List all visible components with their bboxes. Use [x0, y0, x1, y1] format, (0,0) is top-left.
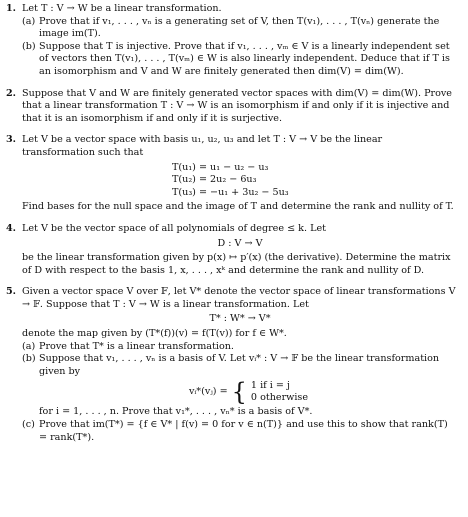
problem-intro: Given a vector space V over 𝔽, let V* denote the vector space of linear transformations V → 𝔽. Suppose that T : V → W is a linear transformation. Let [22, 286, 456, 310]
part-label: (a) [22, 340, 36, 352]
problem-text: Suppose that V and W are finitely generated vector spaces with dim(V) = dim(W). Prove that a linear transformation T : V → W is an isomorphism if and only if it is injective and that it is an isomorphism if and only if it is surjective. [22, 87, 452, 124]
problem-number: 3. [6, 134, 17, 146]
piecewise-cases [251, 380, 308, 404]
part-text: Prove that im(T*) = {f ∈ V* | f(v) = 0 for v ∈ n(T)} and use this to show that rank(T) = rank(T*). [39, 419, 448, 443]
case-1: 1 if i = j [250, 380, 290, 392]
problem-number: 4. [6, 222, 17, 234]
display-equation: T* : W* → V* [209, 313, 271, 325]
problem-outro: be the linear transformation given by p(x) ↦ p′(x) (the derivative). Determine the matrix of D with respect to the basis 1, x, . . . , xᵏ and determine the rank and nullity of D. [22, 252, 451, 276]
problem-number: 5. [6, 286, 17, 298]
part-a [22, 341, 458, 354]
part-b [22, 353, 458, 419]
display-equation: D : V → V [217, 237, 263, 249]
problem-4 [6, 223, 458, 277]
problem-intro: Let T : V → W be a linear transformation. [22, 3, 222, 14]
part-text: Prove that if v₁, . . . , vₙ is a generating set of V, then T(v₁), . . . , T(vₙ) generate the image im(T). [39, 15, 440, 40]
problem-1 [6, 3, 458, 79]
piecewise-lhs: vᵢ*(vⱼ) = [188, 386, 228, 398]
problem-outro: Find bases for the null space and the image of T and determine the rank and nullity of T. [22, 201, 454, 213]
problem-3 [6, 134, 458, 214]
equation-line: T(u₂) = 2u₂ − 6u₃ [172, 174, 257, 186]
part-text-after: for i = 1, . . . , n. Prove that v₁*, . . . , vₙ* is a basis of V*. [39, 406, 313, 418]
piecewise-definition [39, 378, 458, 407]
problem-2 [6, 88, 458, 126]
problem-middle: denote the map given by (T*(f))(v) = f(T(v)) for f ∈ W*. [22, 328, 287, 340]
part-c [22, 419, 458, 444]
left-brace: { [231, 378, 247, 407]
part-label: (c) [22, 419, 35, 431]
part-text: Prove that T* is a linear transformation. [39, 340, 234, 352]
case-2: 0 otherwise [250, 392, 309, 404]
problem-number: 2. [6, 87, 17, 99]
equation-block [172, 162, 302, 200]
part-label: (b) [22, 40, 36, 52]
equation-line: T(u₁) = u₁ − u₂ − u₃ [172, 161, 269, 173]
equation-line: T(u₃) = −u₁ + 3u₂ − 5u₃ [172, 186, 289, 198]
problem-intro: Let V be a vector space with basis u₁, u₂, u₃ and let T : V → V be the linear transformation such that [22, 134, 383, 158]
problem-intro: Let V be the vector space of all polynomials of degree ≤ k. Let [22, 222, 326, 234]
part-text: Suppose that v₁, . . . , vₙ is a basis of V. Let vᵢ* : V → 𝔽 be the linear transformation given by [39, 353, 440, 377]
part-label: (a) [22, 15, 36, 27]
part-label: (b) [22, 353, 36, 365]
part-text: Suppose that T is injective. Prove that if v₁, . . . , vₘ ∈ V is a linearly independent set of vectors then T(v₁), . . . , T(vₘ) ∈ W is also linearly independent. Deduce that if T is an isomorphism and V and W are finitely generated then dim(V) = dim(W). [39, 40, 450, 77]
part-b [22, 41, 458, 79]
problem-number: 1. [6, 3, 17, 14]
problem-5 [6, 286, 458, 444]
part-a [22, 16, 458, 41]
